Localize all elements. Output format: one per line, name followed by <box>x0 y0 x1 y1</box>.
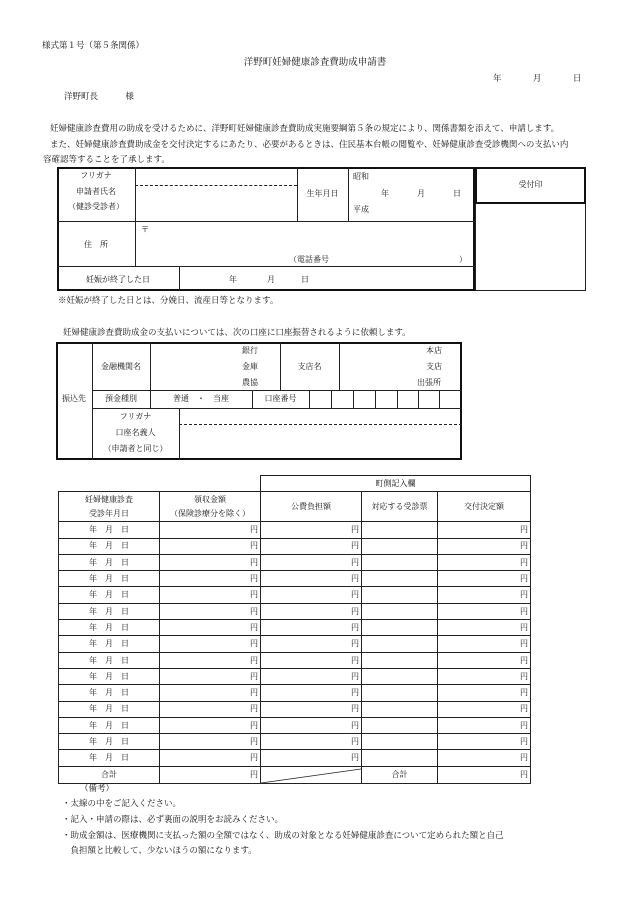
public-burden-cell[interactable]: 円 <box>261 652 362 668</box>
fee-row <box>59 668 531 684</box>
fee-table <box>58 475 531 784</box>
phone-close: ） <box>459 255 467 264</box>
bank-type-kinko: 金庫 <box>242 362 258 371</box>
decided-amount-cell[interactable]: 円 <box>438 636 531 652</box>
town-use-header: 町側記入欄 <box>261 476 531 492</box>
voucher-cell[interactable] <box>362 620 438 636</box>
date-year: 年 <box>493 74 502 84</box>
fee-row <box>59 587 531 603</box>
public-burden-cell[interactable]: 円 <box>261 571 362 587</box>
exam-date-cell[interactable]: 年 月 日 <box>59 522 160 538</box>
remark-4: 負担額と比較して、少ないほうの額になります。 <box>62 846 257 856</box>
address-label: 住 所 <box>84 240 108 249</box>
receipt-amount-cell[interactable]: 円 <box>160 734 261 750</box>
holder-label: 口座名義人 <box>115 428 156 437</box>
public-burden-cell[interactable]: 円 <box>261 538 362 554</box>
end-month: 月 <box>267 275 275 284</box>
digit-box <box>397 390 398 408</box>
applicant-name-sublabel: （健診受診者） <box>68 202 124 211</box>
receipt-amount-cell[interactable]: 円 <box>160 538 261 554</box>
applicant-name-label: 申請者氏名 <box>76 187 116 196</box>
voucher-cell[interactable] <box>362 571 438 587</box>
remark-1: ・太線の中をご記入ください。 <box>62 799 182 809</box>
digit-box <box>418 390 419 408</box>
fee-row <box>59 538 531 554</box>
exam-date-cell[interactable]: 年 月 日 <box>59 717 160 733</box>
decided-amount-cell[interactable]: 円 <box>438 685 531 701</box>
col-exam-date-line2: 受診年月日 <box>89 508 129 518</box>
receipt-amount-cell[interactable]: 円 <box>160 668 261 684</box>
era-showa: 昭和 <box>353 172 369 181</box>
receipt-amount-cell[interactable]: 円 <box>160 603 261 619</box>
bank-type-nokyo: 農協 <box>242 378 258 387</box>
furigana-divider <box>135 185 297 186</box>
decided-amount-cell[interactable]: 円 <box>438 522 531 538</box>
receipt-amount-cell[interactable]: 円 <box>160 652 261 668</box>
birth-day: 日 <box>453 189 461 198</box>
fee-row <box>59 734 531 750</box>
public-burden-cell[interactable]: 円 <box>261 668 362 684</box>
col-divider <box>348 167 349 221</box>
fee-row <box>59 554 531 570</box>
addressee-honorific: 様 <box>125 92 134 102</box>
row-divider <box>92 408 462 409</box>
deposit-label: 預金種別 <box>105 394 137 403</box>
decided-amount-cell[interactable]: 円 <box>438 652 531 668</box>
voucher-cell[interactable] <box>362 636 438 652</box>
fee-total-row <box>59 766 531 783</box>
receipt-amount-cell[interactable]: 円 <box>160 571 261 587</box>
row-divider <box>57 221 475 222</box>
voucher-cell[interactable] <box>362 734 438 750</box>
decided-amount-cell[interactable]: 円 <box>438 734 531 750</box>
voucher-cell[interactable] <box>362 668 438 684</box>
digit-box <box>331 390 332 408</box>
body-paragraph-2: また、妊婦健康診査費助成金を交付決定するにあたり、必要があるときは、住民基本台帳の閲覧や、妊婦健康診査受診機関への支払い内 <box>50 140 569 150</box>
addressee-name: 洋野町長 <box>64 92 99 102</box>
fee-town-header-row <box>59 476 531 492</box>
col-decided-amount: 交付決定額 <box>438 492 531 522</box>
col-divider <box>309 390 310 408</box>
birth-month: 月 <box>417 189 425 198</box>
receipt-amount-cell[interactable]: 円 <box>160 701 261 717</box>
branch-label: 支店名 <box>297 362 322 371</box>
addressee <box>64 92 134 102</box>
exam-date-cell[interactable]: 年 月 日 <box>59 587 160 603</box>
fee-row <box>59 571 531 587</box>
exam-date-cell[interactable]: 年 月 日 <box>59 636 160 652</box>
exam-date-cell[interactable]: 年 月 日 <box>59 603 160 619</box>
fee-header-row <box>59 492 531 522</box>
exam-date-cell[interactable]: 年 月 日 <box>59 734 160 750</box>
exam-date-cell[interactable]: 年 月 日 <box>59 620 160 636</box>
date-day: 日 <box>572 74 582 84</box>
receipt-amount-cell[interactable]: 円 <box>160 750 261 766</box>
col-divider <box>339 342 340 390</box>
receipt-amount-cell[interactable]: 円 <box>160 620 261 636</box>
voucher-cell[interactable] <box>362 685 438 701</box>
body-paragraph-1: 妊婦健康診査費用の助成を受けるために、洋野町妊婦健康診査費助成実施要綱第５条の規定により、関係書類を添えて、申請します。 <box>50 124 560 134</box>
col-receipt-amount-line1: 領収金額 <box>194 495 226 505</box>
bank-section <box>56 342 462 460</box>
receipt-amount-cell[interactable]: 円 <box>160 554 261 570</box>
birth-date-label: 生年月日 <box>306 189 339 198</box>
exam-date-cell[interactable]: 年 月 日 <box>59 701 160 717</box>
public-burden-cell[interactable]: 円 <box>261 685 362 701</box>
public-burden-cell[interactable]: 円 <box>261 620 362 636</box>
era-heisei: 平成 <box>353 205 369 214</box>
voucher-cell[interactable] <box>362 701 438 717</box>
public-burden-cell[interactable]: 円 <box>261 587 362 603</box>
date-month: 月 <box>532 74 542 84</box>
end-day: 日 <box>301 275 309 284</box>
receipt-amount-cell[interactable]: 円 <box>160 587 261 603</box>
voucher-cell[interactable] <box>362 603 438 619</box>
decided-amount-cell[interactable]: 円 <box>438 554 531 570</box>
remark-2: ・記入・申請の際は、必ず裏面の説明をお読みください。 <box>62 815 284 825</box>
phone-label: （電話番号 <box>289 255 329 264</box>
col-divider <box>135 167 136 221</box>
applicant-section <box>57 167 586 291</box>
voucher-cell[interactable] <box>362 587 438 603</box>
exam-date-cell[interactable]: 年 月 日 <box>59 668 160 684</box>
exam-date-cell[interactable]: 年 月 日 <box>59 571 160 587</box>
fee-row <box>59 636 531 652</box>
row-divider <box>92 390 462 391</box>
public-burden-cell[interactable]: 円 <box>261 636 362 652</box>
exam-date-cell[interactable]: 年 月 日 <box>59 685 160 701</box>
decided-amount-cell[interactable]: 円 <box>438 587 531 603</box>
decided-amount-cell[interactable]: 円 <box>438 603 531 619</box>
holder-furigana-divider <box>179 424 462 425</box>
pregnancy-end-label: 妊娠が終了した日 <box>86 275 150 284</box>
exam-date-cell[interactable]: 年 月 日 <box>59 538 160 554</box>
birth-year: 年 <box>381 189 389 198</box>
digit-box <box>439 390 440 408</box>
deposit-types: 普通 ・ 当座 <box>173 394 229 403</box>
decided-amount-cell[interactable]: 円 <box>438 701 531 717</box>
fee-row <box>59 701 531 717</box>
reception-stamp-label: 受付印 <box>518 180 543 189</box>
furigana-label: フリガナ <box>80 171 112 180</box>
date-line <box>493 74 581 84</box>
bank-intro: 妊婦健康診査費助成金の支払いについては、次の口座に口座振替されるように依頼します。 <box>63 328 411 338</box>
exam-date-cell[interactable]: 年 月 日 <box>59 652 160 668</box>
fee-row <box>59 685 531 701</box>
col-divider <box>135 221 136 266</box>
col-divider <box>179 408 180 460</box>
decided-amount-cell[interactable]: 円 <box>438 717 531 733</box>
receipt-amount-cell[interactable]: 円 <box>160 636 261 652</box>
pregnancy-end-note: ※妊娠が終了した日とは、分娩日、流産日等となります。 <box>58 296 279 306</box>
body-paragraph-3: 容確認等することを了承します。 <box>43 155 170 165</box>
public-burden-cell[interactable]: 円 <box>261 603 362 619</box>
decided-amount-cell[interactable]: 円 <box>438 620 531 636</box>
public-burden-cell[interactable]: 円 <box>261 554 362 570</box>
digit-box <box>375 390 376 408</box>
public-burden-cell[interactable]: 円 <box>261 701 362 717</box>
decided-amount-cell[interactable]: 円 <box>438 668 531 684</box>
col-exam-date-line1: 妊婦健康診査 <box>85 495 133 505</box>
decided-amount-cell[interactable]: 円 <box>438 538 531 554</box>
voucher-cell[interactable] <box>362 717 438 733</box>
col-exam-date <box>59 492 160 522</box>
fee-row <box>59 522 531 538</box>
exam-date-cell[interactable]: 年 月 日 <box>59 554 160 570</box>
form-number: 様式第１号（第５条関係） <box>42 41 145 51</box>
branch-type-main: 本店 <box>426 346 442 355</box>
fee-row <box>59 620 531 636</box>
col-public-burden: 公費負担額 <box>261 492 362 522</box>
total-decided-cell[interactable]: 円 <box>438 766 531 783</box>
receipt-amount-cell[interactable]: 円 <box>160 685 261 701</box>
branch-type-branch: 支店 <box>426 362 442 371</box>
end-year: 年 <box>229 275 237 284</box>
remark-3: ・助成金額は、医療機関に支払った額の全額ではなく、助成の対象となる妊婦健康診査について定められた額と自己 <box>62 831 504 841</box>
institution-label: 金融機関名 <box>101 362 141 371</box>
remarks-heading: （備考） <box>80 784 115 794</box>
receipt-amount-cell[interactable]: 円 <box>160 717 261 733</box>
voucher-cell[interactable] <box>362 652 438 668</box>
decided-amount-cell[interactable]: 円 <box>438 571 531 587</box>
transfer-label: 振込先 <box>62 394 86 403</box>
public-burden-cell[interactable]: 円 <box>261 717 362 733</box>
postal-mark: 〒 <box>141 225 149 234</box>
voucher-cell[interactable] <box>362 522 438 538</box>
voucher-cell[interactable] <box>362 750 438 766</box>
branch-type-sub: 出張所 <box>417 378 441 387</box>
fee-row <box>59 652 531 668</box>
public-burden-cell[interactable]: 円 <box>261 522 362 538</box>
exam-date-cell[interactable]: 年 月 日 <box>59 750 160 766</box>
total-slash-cell <box>261 766 362 783</box>
public-burden-cell[interactable]: 円 <box>261 750 362 766</box>
row-divider <box>57 266 475 267</box>
col-receipt-amount <box>160 492 261 522</box>
col-divider <box>179 266 180 291</box>
digit-box <box>353 390 354 408</box>
voucher-cell[interactable] <box>362 538 438 554</box>
holder-furigana-label: フリガナ <box>119 412 152 421</box>
page-title: 洋野町妊婦健康診査費助成申請書 <box>243 57 387 68</box>
fee-row <box>59 603 531 619</box>
account-number-label: 口座番号 <box>264 394 297 403</box>
voucher-cell[interactable] <box>362 554 438 570</box>
public-burden-cell[interactable]: 円 <box>261 734 362 750</box>
bank-type-bank: 銀行 <box>242 346 258 355</box>
receipt-amount-cell[interactable]: 円 <box>160 522 261 538</box>
decided-amount-cell[interactable]: 円 <box>438 750 531 766</box>
fee-row <box>59 717 531 733</box>
holder-note: （申請者と同じ） <box>103 444 168 453</box>
total-decided-label: 合計 <box>362 766 438 783</box>
col-receipt-amount-line2: （保険診療分を除く） <box>170 508 250 518</box>
fee-row <box>59 750 531 766</box>
col-voucher: 対応する受診票 <box>362 492 438 522</box>
total-label: 合計 <box>59 766 160 783</box>
total-receipt-cell[interactable]: 円 <box>160 766 261 783</box>
col-divider <box>150 342 151 390</box>
